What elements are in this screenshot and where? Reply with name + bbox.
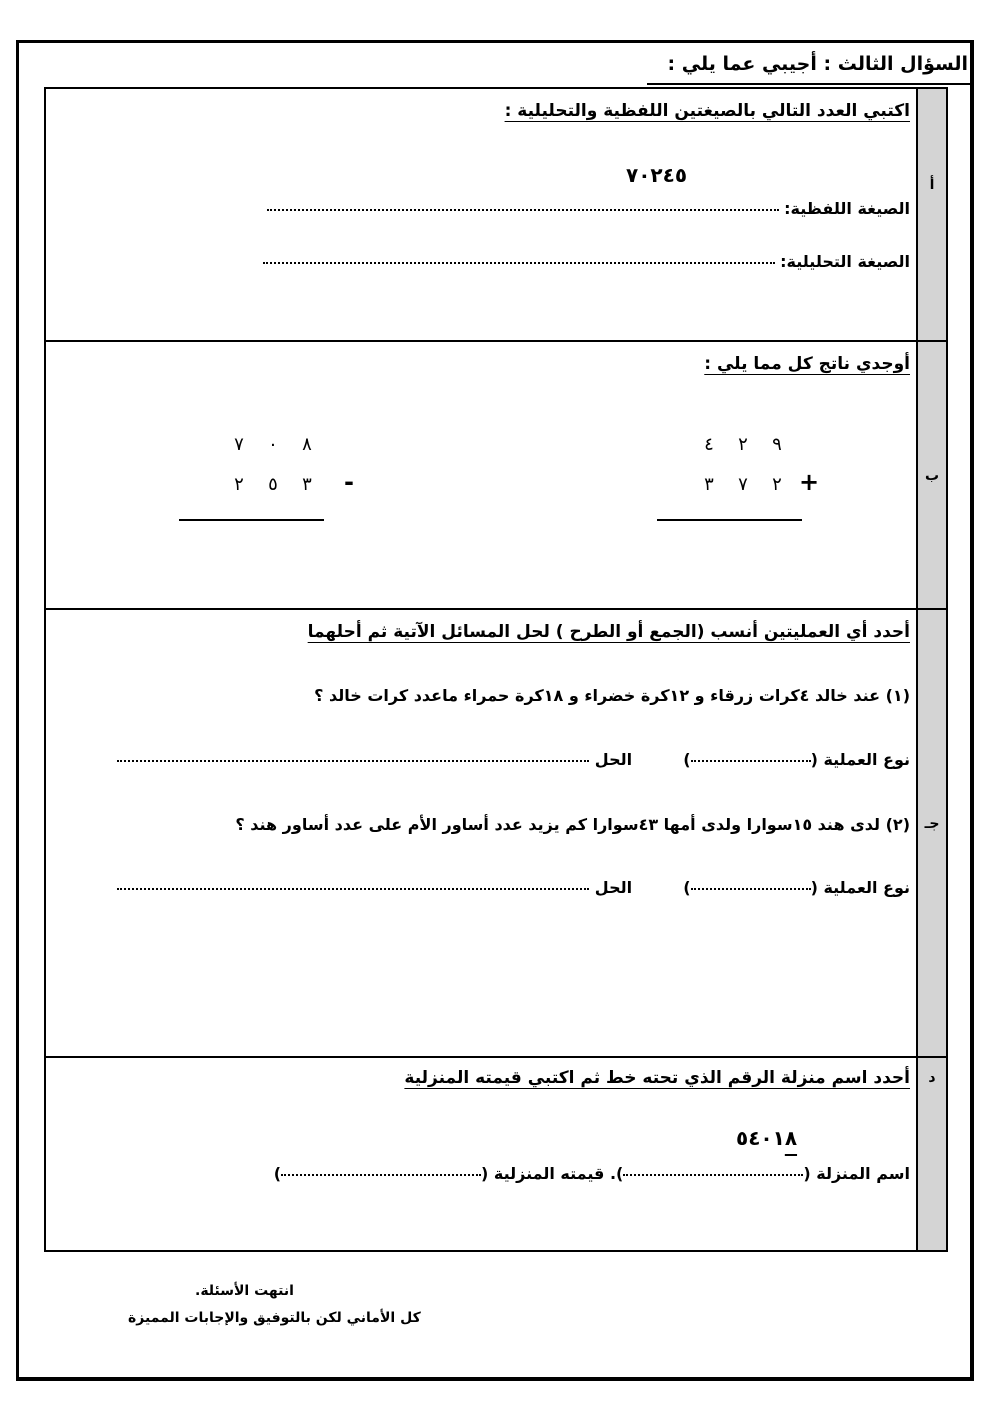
plus-icon: + [798,468,820,496]
operation-answer-row-2[interactable]: نوع العملية () الحل [117,878,910,897]
footer-end-note: انتهت الأسئلة. [195,1283,294,1299]
section-letter: ب [924,468,940,484]
addend-bottom: +٢٧٣ [692,468,824,496]
place-name-blank[interactable] [623,1173,803,1176]
page-title: السؤال الثالث : أجيبي عما يلي : [667,53,968,75]
field-label: الصيغة اللفظية: [784,199,910,218]
expanded-form-field[interactable] [263,252,910,271]
place-value-blank[interactable] [281,1173,481,1176]
word-problem-2: (٢) لدى هند ١٥سوارا ولدى أمها ٤٣سوارا كم يزيد عدد أساور الأم على عدد أساور هند ؟ [235,815,910,834]
solution-blank[interactable] [117,887,589,890]
minus-icon: - [344,468,354,496]
answer-blank[interactable] [263,261,775,264]
footer-wishes: كل الأماني لكن بالتوفيق والإجابات المميزة [128,1310,421,1326]
section-a [46,89,946,342]
operation-blank[interactable] [691,887,811,890]
section-letter: د [928,1070,936,1086]
title-underline [647,83,970,85]
field-label: الصيغة التحليلية: [780,252,910,271]
subtrahend: -٣٥٢ [222,468,374,496]
section-instruction: أحدد اسم منزلة الرقم الذي تحته خط ثم اكتبي قيمته المنزلية [404,1068,910,1088]
number-to-write: ٧٠٢٤٥ [626,163,688,187]
place-value-number: ٥٤٠١٨ [736,1126,798,1150]
operation-answer-row-1[interactable]: نوع العملية () الحل [117,750,910,769]
solution-blank[interactable] [117,759,589,762]
answer-line[interactable] [657,519,802,521]
word-form-field[interactable] [267,199,910,218]
word-problem-1: (١) عند خالد ٤كرات زرقاء و ١٢كرة خضراء و ١٨كرة حمراء ماعدد كرات خالد ؟ [314,686,910,705]
operation-blank[interactable] [691,759,811,762]
section-instruction: أوجدي ناتج كل مما يلي : [704,354,910,374]
answer-blank[interactable] [267,208,779,211]
section-d [46,1058,946,1252]
section-c [46,610,946,1058]
place-value-answer-row[interactable]: اسم المنزلة (). قيمته المنزلية () [273,1164,910,1183]
section-instruction: أحدد أي العمليتين أنسب (الجمع أو الطرح ) لحل المسائل الآتية ثم أحلهما [307,622,910,642]
addend-top: ٩٢٤ [704,434,782,455]
section-letter: جـ [924,816,940,832]
section-letter: أ [929,177,935,193]
questions-table [44,87,948,1252]
answer-line[interactable] [179,519,324,521]
section-instruction: اكتبي العدد التالي بالصيغتين اللفظية والتحليلية : [504,101,910,121]
minuend: ٨٠٧ [234,434,312,455]
underlined-digit: ٨ [784,1126,798,1150]
section-b [46,342,946,610]
